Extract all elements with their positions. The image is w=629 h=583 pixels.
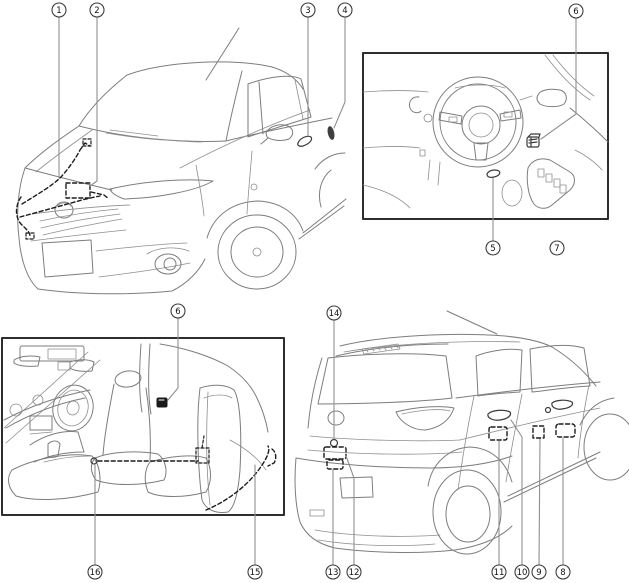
front-wheel-arch bbox=[207, 201, 303, 238]
door-seams bbox=[196, 151, 252, 216]
hatch-glass bbox=[318, 354, 452, 404]
front-exterior-view bbox=[17, 28, 347, 294]
component-12-dashed-box bbox=[324, 447, 346, 459]
front-wheel-tire bbox=[218, 215, 296, 289]
nose-top bbox=[25, 168, 112, 190]
wiper-icon bbox=[106, 130, 202, 142]
roof-line-rear bbox=[340, 334, 552, 347]
front-door-handle-rear-view bbox=[552, 400, 573, 409]
antenna-rear-icon bbox=[447, 311, 497, 334]
rear-exterior-view bbox=[295, 311, 629, 554]
callout-9-rear-exterior bbox=[532, 565, 546, 579]
fog-lamp-bulb bbox=[164, 258, 176, 270]
callout-16-cabin-inset bbox=[88, 565, 102, 579]
callout-8-rear-exterior bbox=[556, 565, 570, 579]
door-lock-dot bbox=[251, 184, 257, 190]
side-character-line bbox=[460, 408, 600, 440]
component-9-dashed-box bbox=[533, 426, 544, 438]
rear-diffuser bbox=[315, 530, 440, 546]
callout-number: 16 bbox=[89, 568, 101, 579]
rear-door-handle bbox=[488, 410, 511, 420]
callout-number: 8 bbox=[560, 568, 566, 579]
front-wheel-arch-partial bbox=[580, 398, 614, 425]
cabin-inset-view bbox=[2, 338, 284, 515]
callout-number: 9 bbox=[536, 568, 542, 579]
antenna-icon bbox=[206, 28, 239, 80]
license-plate bbox=[42, 240, 93, 277]
rear-bumper-top bbox=[296, 456, 512, 468]
rear-wheel-tire bbox=[433, 470, 501, 554]
callout-number: 6 bbox=[573, 7, 579, 18]
callout-number: 10 bbox=[516, 568, 528, 579]
callout-1-front-exterior bbox=[52, 3, 66, 17]
front-wheel-partial bbox=[584, 414, 629, 480]
callout-14-rear-exterior bbox=[327, 306, 341, 320]
callout-12-leader-line bbox=[346, 456, 354, 565]
callout-6-cabin-inset bbox=[171, 304, 185, 318]
callout-number: 5 bbox=[490, 244, 496, 255]
callout-number: 15 bbox=[249, 568, 261, 579]
callout-15-cabin-inset bbox=[248, 565, 262, 579]
grille-slats bbox=[40, 209, 122, 235]
start-stop-switch-cabin-icon bbox=[157, 398, 167, 407]
license-plate-rear bbox=[340, 477, 373, 498]
rocker-sill bbox=[299, 199, 346, 239]
callout-9-leader-line bbox=[539, 439, 540, 565]
rear-door-window bbox=[476, 349, 522, 396]
character-line bbox=[180, 110, 310, 168]
front-wheel-hub bbox=[253, 248, 261, 256]
callout-3-front-exterior bbox=[301, 3, 315, 17]
callout-2-leader-line bbox=[90, 17, 97, 186]
windshield-edge bbox=[226, 71, 242, 141]
component-8-dashed-box bbox=[556, 424, 575, 437]
callout-7-cockpit-inset bbox=[550, 241, 564, 255]
roof-drip-line bbox=[344, 341, 520, 352]
callout-number: 11 bbox=[493, 568, 505, 579]
callout-number: 2 bbox=[94, 6, 100, 17]
hood-edge bbox=[25, 126, 79, 168]
callout-4-leader-line bbox=[334, 17, 345, 128]
callout-number: 14 bbox=[328, 309, 340, 320]
trunk-request-button bbox=[331, 440, 338, 447]
callout-number: 4 bbox=[342, 6, 348, 17]
callout-number: 6 bbox=[175, 307, 181, 318]
callout-number: 7 bbox=[554, 244, 560, 255]
callout-6-cockpit-inset bbox=[569, 4, 583, 18]
side-glass-outline bbox=[248, 76, 311, 137]
callout-2-front-exterior bbox=[90, 3, 104, 17]
fog-lamp-icon bbox=[155, 254, 181, 274]
callout-4-front-exterior bbox=[338, 3, 352, 17]
front-bumper-outline bbox=[18, 168, 205, 294]
b-pillar bbox=[259, 82, 263, 134]
a-pillar bbox=[79, 75, 127, 126]
callout-number: 3 bbox=[305, 6, 311, 17]
callout-number: 13 bbox=[327, 568, 339, 579]
cockpit-inset-view bbox=[363, 53, 608, 219]
hatch-emblem-icon bbox=[328, 411, 344, 425]
callout-10-rear-exterior bbox=[515, 565, 529, 579]
quarter-window-divider bbox=[295, 80, 303, 119]
callout-13-rear-exterior bbox=[326, 565, 340, 579]
bumper-reflector bbox=[310, 510, 324, 516]
door-key-cylinder bbox=[546, 408, 551, 413]
rear-wheel-arch-partial bbox=[315, 153, 345, 207]
front-wheel-rim bbox=[231, 227, 283, 277]
headlight-outline bbox=[110, 180, 213, 199]
component-2-dashed-box bbox=[66, 183, 90, 198]
callout-11-rear-exterior bbox=[492, 565, 506, 579]
callout-5-cockpit-inset bbox=[486, 241, 500, 255]
fog-bezel bbox=[147, 248, 189, 254]
rear-wheel-rim bbox=[446, 486, 490, 542]
callout-number: 12 bbox=[348, 568, 360, 579]
taillight-inner bbox=[402, 410, 450, 414]
callout-12-rear-exterior bbox=[347, 565, 361, 579]
callout-number: 1 bbox=[56, 6, 62, 17]
front-door-handle bbox=[298, 136, 312, 146]
